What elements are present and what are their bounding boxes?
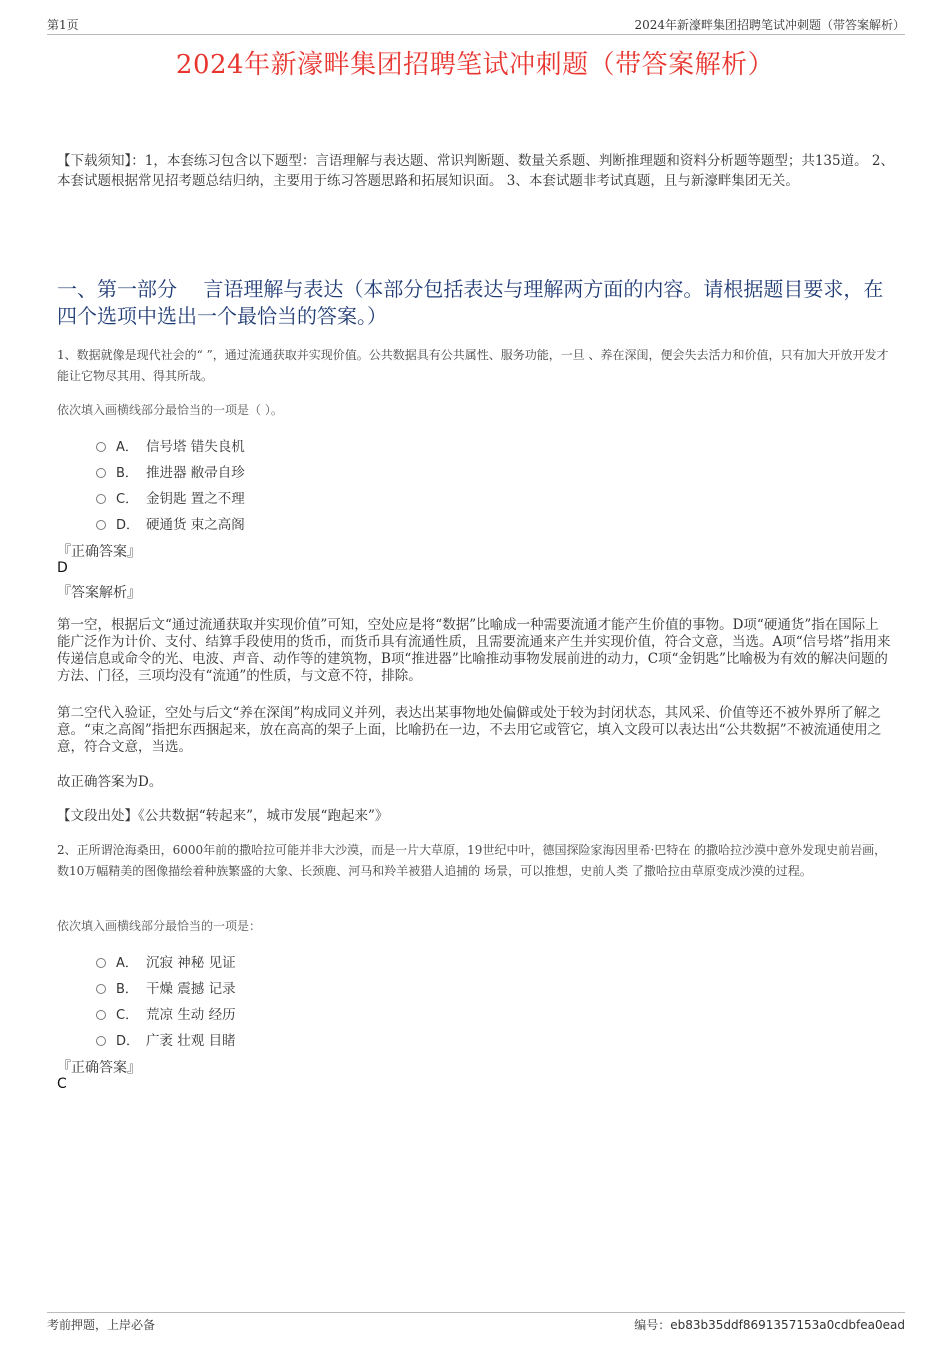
page-header (47, 14, 905, 35)
question-2-options (96, 948, 236, 1052)
section-heading: 一、第一部分 言语理解与表达（本部分包括表达与理解两方面的内容。请根据题目要求，在四个选项中选出一个最恰当的答案。） (57, 277, 884, 328)
document-title: 2024年新濠畔集团招聘笔试冲刺题（带答案解析） (175, 50, 775, 80)
correct-answer: C (57, 1076, 67, 1092)
header-doc-title: 2024年新濠畔集团招聘笔试冲刺题（带答案解析） (634, 18, 905, 32)
option-d[interactable]: D． 硬通货 束之高阁 (96, 510, 245, 536)
question-1-prompt: 依次填入画横线部分最恰当的一项是（ ）。 (57, 403, 283, 417)
radio-icon[interactable] (96, 1010, 106, 1020)
radio-icon[interactable] (96, 468, 106, 478)
question-2-prompt: 依次填入画横线部分最恰当的一项是： (57, 919, 262, 933)
analysis-paragraph: 第二空代入验证，空处与后文“养在深闺”构成同义并列，表达出某事物地处偏僻或处于较为封闭状态，其风采、价值等还不被外界所了解之意。“束之高阁”指把东西捆起来，放在高高的架子上面，比喻扔在一边，不去用它或管它，填入文段可以表达出“公共数据”不被流通使用之意，符合文意，当选。 (57, 705, 882, 755)
analysis-conclusion: 故正确答案为D。 (57, 774, 163, 790)
answer-label: 『正确答案』 (57, 544, 141, 560)
radio-icon[interactable] (96, 984, 106, 994)
radio-icon[interactable] (96, 520, 106, 530)
source-citation: 【文段出处】《公共数据“转起来”，城市发展“跑起来”》 (57, 808, 389, 824)
analysis-paragraph: 第一空，根据后文“通过流通获取并实现价值”可知，空处应是将“数据”比喻成一种需要流通才能产生价值的事物。D项“硬通货”指在国际上能广泛作为计价、支付、结算手段使用的货币，而货币具有流通性质，且需要流通来产生并实现价值，符合文意，当选。A项“信号塔”指用来传递信息或命令的光、电波、声音、动作等的建筑物，B项“推进器”比喻推动事物发展前进的动力，C项“金钥匙”比喻极为有效的解决问题的方法、门径，三项均没有“流通”的性质，与文意不符，排除。 (57, 617, 891, 684)
option-a[interactable]: A． 沉寂 神秘 见证 (96, 948, 236, 974)
radio-icon[interactable] (96, 494, 106, 504)
option-d[interactable]: D． 广袤 壮观 目睹 (96, 1026, 236, 1052)
answer-label: 『正确答案』 (57, 1060, 141, 1076)
option-c[interactable]: C． 荒凉 生动 经历 (96, 1000, 236, 1026)
option-b[interactable]: B． 干燥 震撼 记录 (96, 974, 236, 1000)
radio-icon[interactable] (96, 442, 106, 452)
option-b[interactable]: B． 推进器 敝帚自珍 (96, 458, 245, 484)
page-number: 第1页 (47, 18, 79, 32)
option-c[interactable]: C． 金钥匙 置之不理 (96, 484, 245, 510)
question-2-text: 2、正所谓沧海桑田，6000年前的撒哈拉可能并非大沙漠，而是一片大草原，19世纪中叶，德国探险家海因里希·巴特在 的撒哈拉沙漠中意外发现史前岩画，数10万幅精美的图像描绘着种族繁盛的大象、长颈鹿、河马和羚羊被猎人追捕的 场景，可以推想，史前人类 了撒哈拉由草原变成沙漠的过程。 (57, 843, 887, 878)
correct-answer: D (57, 560, 68, 576)
question-1-text: 1、数据就像是现代社会的“ ”，通过流通获取并实现价值。公共数据具有公共属性、服务功能，一旦 、养在深闺，便会失去活力和价值，只有加大开放开发才能让它物尽其用、得其所哉。 (57, 348, 889, 383)
analysis-label: 『答案解析』 (57, 585, 141, 601)
download-notice: 【下载须知】：1，本套练习包含以下题型：言语理解与表达题、常识判断题、数量关系题、判断推理题和资料分析题等题型；共135道。 2、本套试题根据常见招考题总结归纳，主要用于练习答题思路和拓展知识面。 3、本套试题非考试真题，且与新濠畔集团无关。 (57, 153, 894, 189)
page-footer (47, 1312, 905, 1332)
radio-icon[interactable] (96, 1036, 106, 1046)
footer-slogan: 考前押题，上岸必备 (47, 1318, 156, 1332)
question-1-options (96, 432, 245, 536)
option-a[interactable]: A． 信号塔 错失良机 (96, 432, 245, 458)
radio-icon[interactable] (96, 958, 106, 968)
footer-doc-id: 编号：eb83b35ddf8691357153a0cdbfea0ead (634, 1318, 905, 1332)
